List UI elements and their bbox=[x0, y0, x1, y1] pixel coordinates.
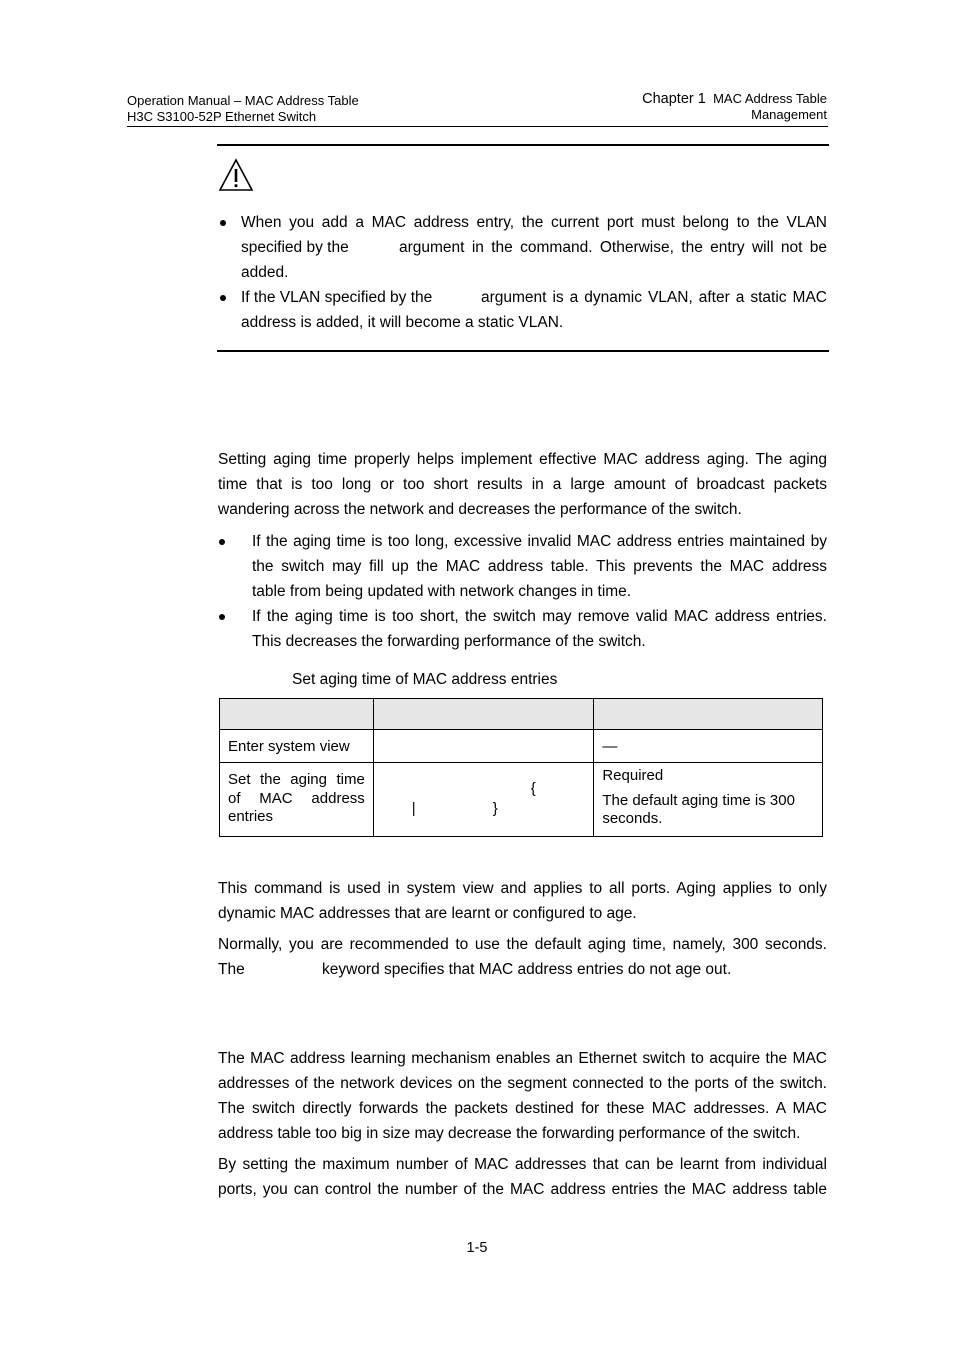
table-header-description bbox=[594, 699, 823, 730]
row2-operation-line1: Set the aging time bbox=[228, 771, 365, 788]
row2-operation bbox=[220, 763, 374, 837]
row2-command bbox=[373, 763, 594, 837]
aging-item-2 bbox=[252, 604, 827, 654]
learning-p2-line2: ports, you can control the number of the MAC address entries the MAC address table bbox=[218, 1181, 827, 1198]
learning-para-1 bbox=[218, 1046, 827, 1146]
chapter-title-line1: MAC Address Table bbox=[713, 91, 827, 106]
row2-operation-line3: entries bbox=[228, 808, 274, 825]
caution-item-1 bbox=[241, 210, 827, 285]
table-row bbox=[220, 730, 823, 763]
caution-item-2-line1b: argument is a dynamic VLAN, after a static MAC bbox=[481, 289, 827, 306]
aging-item-1-line1: If the aging time is too long, excessive invalid MAC address entries maintained by bbox=[252, 533, 827, 550]
caution-item-1-line1: When you add a MAC address entry, the current port must belong to the VLAN bbox=[241, 214, 827, 231]
aging-item-1-line2: the switch may fill up the MAC address table. This prevents the MAC address bbox=[252, 558, 827, 575]
row1-operation: Enter system view bbox=[220, 730, 374, 763]
row2-operation-line2: of MAC address bbox=[228, 789, 365, 807]
row2-description-line3: seconds. bbox=[602, 810, 663, 827]
table-caption: Set aging time of MAC address entries bbox=[292, 671, 558, 688]
warning-triangle-icon bbox=[218, 158, 254, 192]
page-number: 1-5 bbox=[466, 1240, 488, 1256]
aging-note bbox=[218, 876, 827, 926]
caution-bullet-1 bbox=[220, 220, 226, 226]
row1-command bbox=[373, 730, 594, 763]
aging-recommend bbox=[218, 932, 827, 982]
table-header-command bbox=[373, 699, 594, 730]
aging-recommend-line2b: keyword specifies that MAC address entries do not age out. bbox=[322, 961, 732, 978]
caution-item-1-line2 bbox=[241, 235, 827, 260]
aging-intro-line1: Setting aging time properly helps implement effective MAC address aging. The aging bbox=[218, 451, 827, 468]
aging-bullet-1 bbox=[219, 539, 225, 545]
header-chapter bbox=[642, 91, 827, 123]
aging-bullet-2 bbox=[219, 614, 225, 620]
table-row bbox=[220, 763, 823, 837]
caution-item-2-line1 bbox=[241, 285, 827, 310]
learning-p1-line1: The MAC address learning mechanism enables an Ethernet switch to acquire the MAC bbox=[218, 1050, 827, 1067]
caution-bottom-rule bbox=[217, 350, 829, 352]
learning-p1-line2: addresses of the network devices on the segment connected to the ports of the switch. bbox=[218, 1075, 827, 1092]
caution-item-2 bbox=[241, 285, 827, 335]
row2-description bbox=[594, 763, 823, 837]
chapter-label: Chapter 1 bbox=[642, 91, 706, 107]
chapter-title-line2: Management bbox=[751, 107, 827, 122]
caution-item-1-line2b: argument in the command. Otherwise, the entry will not be bbox=[399, 239, 827, 256]
header-left-line2: H3C S3100-52P Ethernet Switch bbox=[127, 109, 317, 124]
aging-recommend-line2a: The bbox=[218, 961, 245, 978]
aging-recommend-line1: Normally, you are recommended to use the default aging time, namely, 300 seconds. bbox=[218, 936, 827, 953]
aging-note-line2: dynamic MAC addresses that are learnt or configured to age. bbox=[218, 905, 637, 922]
row2-command-brace-open: { bbox=[530, 780, 536, 797]
learning-p1-line4: address table too big in size may decrease the forwarding performance of the switch. bbox=[218, 1125, 801, 1142]
caution-item-1-line2a: specified by the bbox=[241, 239, 349, 256]
caution-item-1-line3: added. bbox=[241, 264, 289, 281]
learning-p1-line3: The switch directly forwards the packets destined for these MAC addresses. A MAC bbox=[218, 1100, 827, 1117]
aging-intro-line2: time that is too long or too short results in a large amount of broadcast packets bbox=[218, 476, 827, 493]
row2-command-pipe: | bbox=[411, 800, 416, 817]
table-header-row bbox=[220, 699, 823, 730]
aging-recommend-line2 bbox=[218, 957, 827, 982]
aging-item-1 bbox=[252, 529, 827, 604]
aging-item-2-line2: This decreases the forwarding performance of the switch. bbox=[252, 633, 646, 650]
aging-intro bbox=[218, 447, 827, 522]
caution-bullet-2 bbox=[220, 295, 226, 301]
caution-top-rule bbox=[217, 144, 829, 146]
caution-item-2-line2: address is added, it will become a static VLAN. bbox=[241, 314, 564, 331]
aging-item-2-line1: If the aging time is too short, the switch may remove valid MAC address entries. bbox=[252, 608, 827, 625]
learning-p2-line1: By setting the maximum number of MAC addresses that can be learnt from individual bbox=[218, 1156, 827, 1173]
row2-description-line1: Required bbox=[602, 767, 664, 784]
header-rule bbox=[127, 126, 828, 127]
header-left-line1: Operation Manual – MAC Address Table bbox=[127, 93, 359, 108]
aging-item-1-line3: table from being updated with network changes in time. bbox=[252, 583, 632, 600]
row2-description-line2: The default aging time is 300 bbox=[602, 791, 795, 809]
row2-command-brace-close: } bbox=[492, 800, 498, 817]
aging-intro-line3: wandering across the network and decreases the performance of the switch. bbox=[218, 501, 742, 518]
table-header-operation bbox=[220, 699, 374, 730]
caution-item-2-line1a: If the VLAN specified by the bbox=[241, 289, 433, 306]
learning-para-2 bbox=[218, 1152, 827, 1202]
aging-note-line1: This command is used in system view and applies to all ports. Aging applies to only bbox=[218, 880, 827, 897]
aging-config-table bbox=[219, 698, 823, 837]
row1-description: — bbox=[594, 730, 823, 763]
